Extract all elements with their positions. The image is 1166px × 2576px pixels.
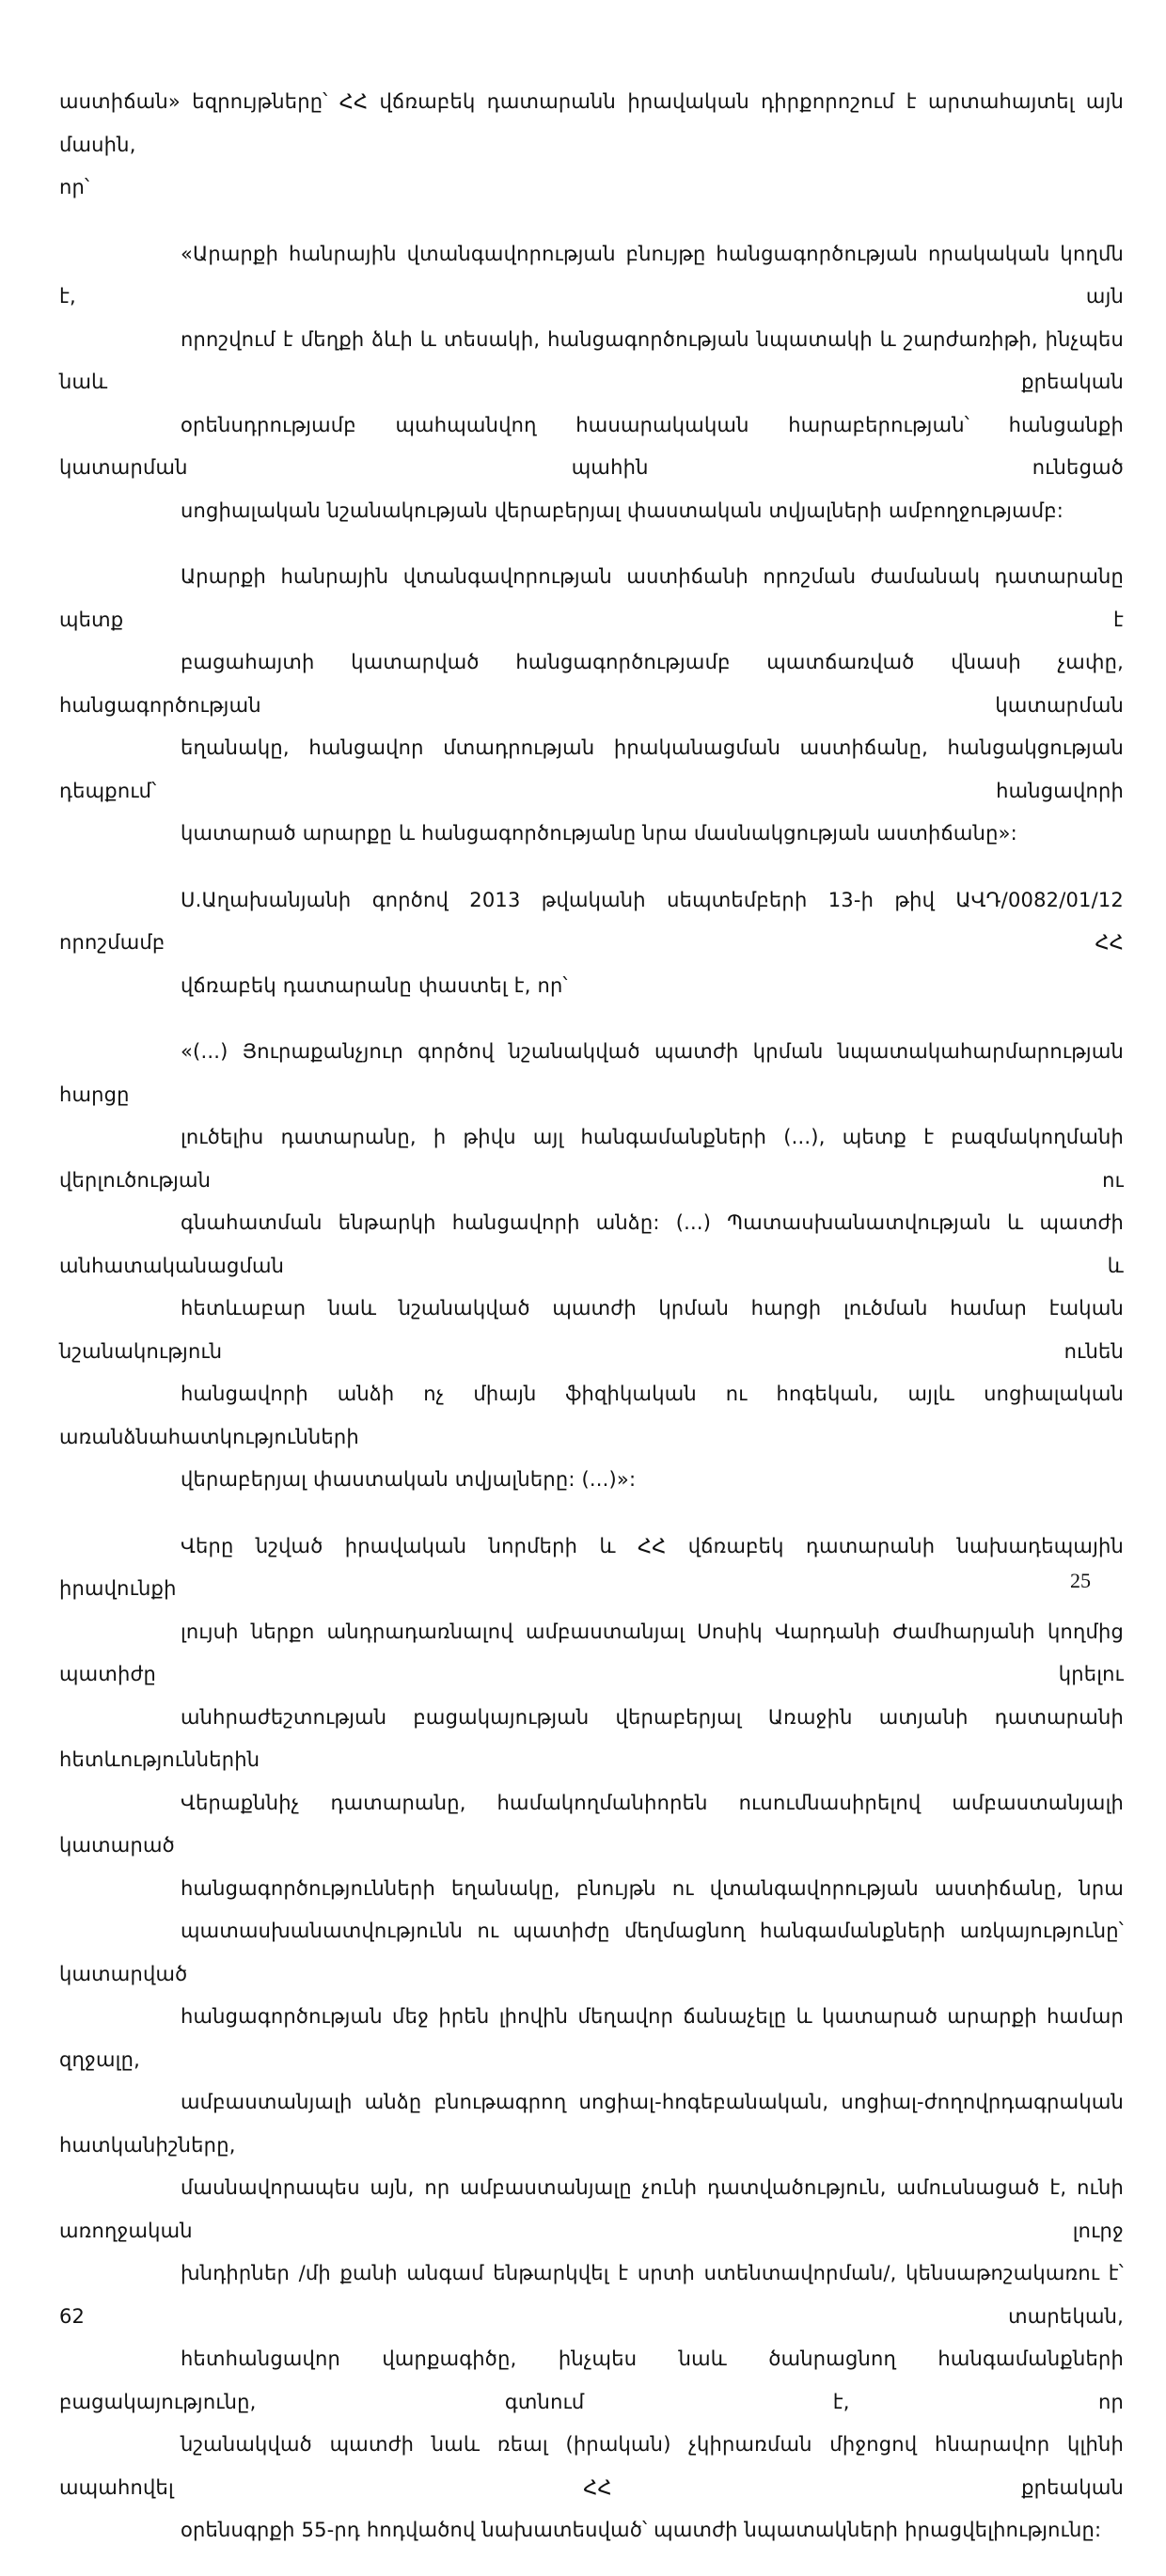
paragraph — [59, 233, 1124, 533]
paragraph — [59, 1525, 1124, 2552]
text-line: մասնավորապես այն, որ ամբաստանյալը չունի դատվածություն, ամուսնացած է, ունի առողջական լուրջ — [59, 2176, 1124, 2242]
text-line: օրենսգրքի 55-րդ հոդվածով նախատեսված՝ պատժի նպատակների իրացվելիությունը: — [181, 2519, 1102, 2541]
paragraph — [59, 879, 1124, 1008]
document-body — [59, 81, 1124, 2576]
paragraph — [59, 556, 1124, 856]
text-line: «Արարքի հանրային վտանգավորության բնույթը հանցագործության որակական կողմն է, այն — [59, 242, 1124, 308]
text-line: Արարքի հանրային վտանգավորության աստիճանի որոշման ժամանակ դատարանը պետք է — [59, 565, 1124, 631]
text-line: որոշվում է մեղքի ձևի և տեսակի, հանցագործության նպատակի և շարժառիթի, ինչպես նաև քրեական — [59, 327, 1124, 393]
text-line: պատասխանատվությունն ու պատիժը մեղմացնող հանգամանքների առկայությունը՝ կատարված — [59, 1920, 1124, 1985]
text-line: անհրաժեշտության բացակայության վերաբերյալ Առաջին ատյանի դատարանի հետևություններին — [59, 1705, 1124, 1771]
text-line: նշանակված պատժի նաև ռեալ (իրական) չկիրառման միջոցով հնարավոր կլինի ապահովել ՀՀ քրեական — [59, 2433, 1124, 2499]
text-line: Վերը նշված իրավական նորմերի և ՀՀ վճռաբեկ դատարանի նախադեպային իրավունքի — [59, 1534, 1124, 1600]
text-line: որ՝ — [59, 176, 90, 198]
text-line: գնահատման ենթարկի հանցավորի անձը: (...) Պատասխանատվության և պատժի անհատականացման և — [59, 1211, 1124, 1277]
text-line: «(...) Յուրաքանչյուր գործով նշանակված պատժի կրման նպատակահարմարության հարցը — [59, 1040, 1124, 1106]
text-line: խնդիրներ /մի քանի անգամ ենթարկվել է սրտի ստենտավորման/, կենսաթոշակառու է՝ 62 տարեկան, — [59, 2262, 1124, 2328]
paragraph — [59, 1031, 1124, 1502]
text-line: սոցիալական նշանակության վերաբերյալ փաստական տվյալների ամբողջությամբ: — [181, 498, 1064, 522]
text-line: լույսի ներքո անդրադառնալով ամբաստանյալ Սոսիկ Վարդանի Ժամհարյանի կողմից պատիժը կրելու — [59, 1620, 1124, 1685]
text-line: ամբաստանյալի անձը բնութագրող սոցիալ-հոգեբանական, սոցիալ-ժողովրդագրական հատկանիշները, — [59, 2091, 1124, 2157]
text-line: բացահայտի կատարված հանցագործությամբ պատճառված վնասի չափը, հանցագործության կատարման — [59, 651, 1124, 717]
text-line: աստիճան» եզրույթները՝ ՀՀ վճռաբեկ դատարանն իրավական դիրքորոշում է արտահայտել այն մասին, — [59, 90, 1124, 156]
text-line: հանցագործության մեջ իրեն լիովին մեղավոր ճանաչելը և կատարած արարքի համար զղջալը, — [59, 2005, 1124, 2071]
text-line: օրենսդրությամբ պահպանվող հասարակական հարաբերության՝ հանցանքի կատարման պահին ունեցած — [59, 413, 1124, 479]
text-line: հանցագործությունների եղանակը, բնույթն ու վտանգավորության աստիճանը, նրա — [181, 1876, 1124, 1900]
text-line: հետևաբար նաև նշանակված պատժի կրման հարցի լուծման համար էական նշանակություն ունեն — [59, 1297, 1124, 1363]
text-line: վերաբերյալ փաստական տվյալները: (...)»: — [181, 1468, 637, 1491]
text-line: հանցավորի անձի ոչ միայն ֆիզիկական ու հոգեկան, այլև սոցիալական առանձնահատկությունների — [59, 1383, 1124, 1448]
text-line: լուծելիս դատարանը, ի թիվս այլ հանգամանքների (...), պետք է բազմակողմանի վերլուծության ու — [59, 1126, 1124, 1192]
text-line: եղանակը, հանցավոր մտադրության իրականացման աստիճանը, հանցակցության դեպքում՝ հանցավորի — [59, 736, 1124, 802]
paragraph — [59, 81, 1124, 210]
text-line: հետհանցավոր վարքագիծը, ինչպես նաև ծանրացնող հանգամանքների բացակայությունը, գտնում է, որ — [59, 2347, 1124, 2413]
text-line: Ս.Աղախանյանի գործով 2013 թվականի սեպտեմբերի 13-ի թիվ ԱՎԴ/0082/01/12 որոշմամբ ՀՀ — [59, 888, 1124, 954]
text-line: կատարած արարքը և հանցագործությանը նրա մասնակցության աստիճանը»: — [181, 822, 1017, 845]
text-line: Վերաքննիչ դատարանը, համակողմանիորեն ուսումնասիրելով ամբաստանյալի կատարած — [59, 1791, 1124, 1857]
text-line: վճռաբեկ դատարանը փաստել է, որ՝ — [181, 973, 568, 997]
page-number: 25 — [1070, 1569, 1091, 1592]
